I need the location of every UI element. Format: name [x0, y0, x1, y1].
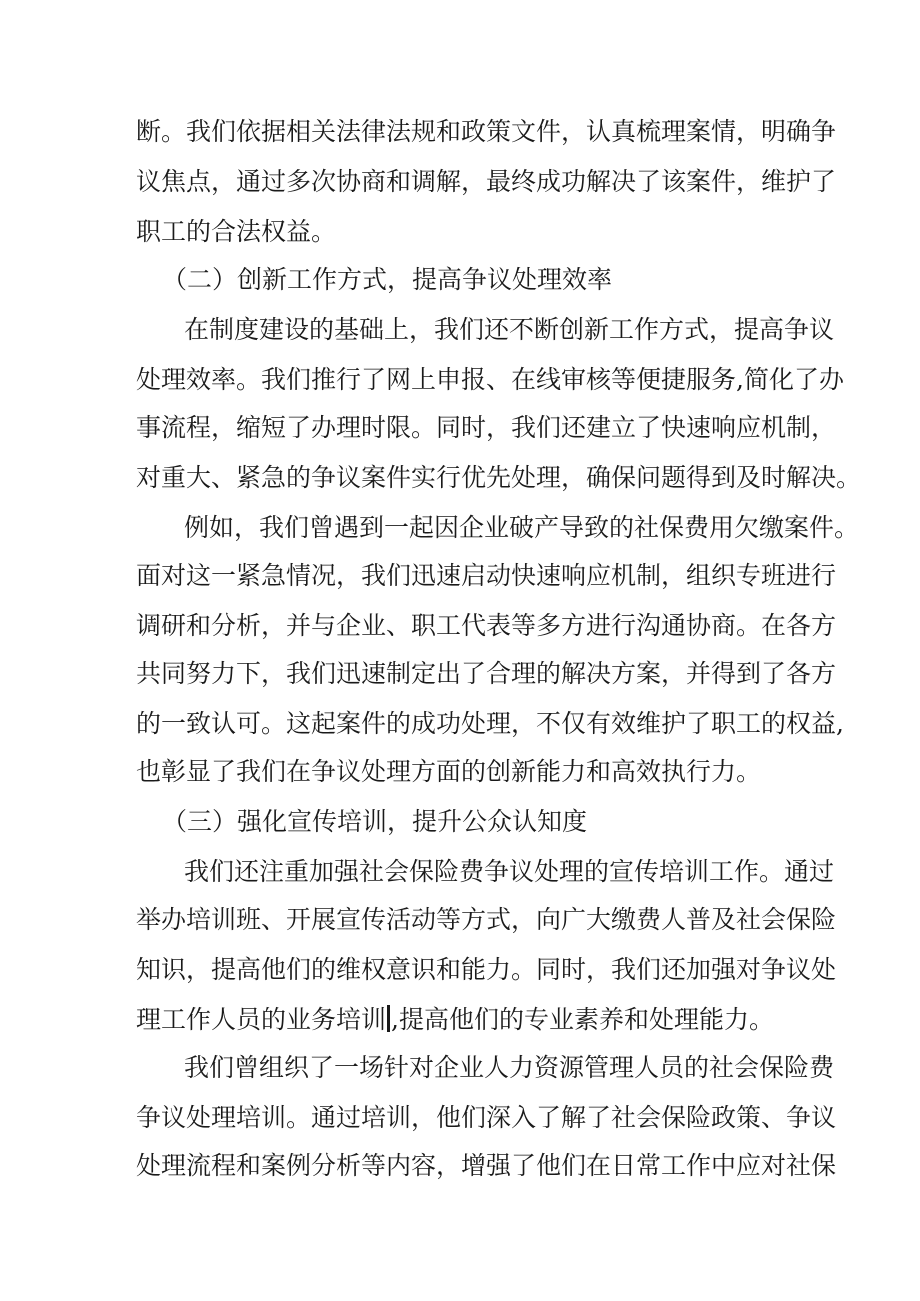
text-cursor [387, 1005, 390, 1032]
paragraph-line [0, 162, 920, 202]
text-line: 我们曾组织了一场针对企业人力资源管理人员的社会保险费 [184, 1053, 835, 1082]
text-line: 事流程，缩短了办理时限。同时，我们还建立了快速响应机制， [136, 413, 837, 442]
text-line: 共同努力下，我们迅速制定出了合理的解决方案，并得到了各方 [136, 659, 837, 688]
paragraph-line [0, 508, 920, 548]
text-segment: ,提高他们的专业素养和处理能力。 [391, 1005, 774, 1034]
text-line: 处理效率。我们推行了网上申报、在线审核等便捷服务,简化了办 [136, 365, 844, 394]
paragraph-line [0, 606, 920, 646]
paragraph-line [0, 752, 920, 792]
text-line: 职工的合法权益。 [136, 217, 337, 246]
text-line: 断。我们依据相关法律法规和政策文件，认真梳理案情，明确争 [136, 117, 837, 146]
paragraph-line [0, 1048, 920, 1088]
text-line: 的一致认可。这起案件的成功处理，不仅有效维护了职工的权益, [136, 709, 844, 738]
paragraph-line [0, 950, 920, 990]
text-segment: 理工作人员的业务培训 [136, 1005, 387, 1034]
paragraph-line [0, 1000, 920, 1040]
paragraph-line [0, 212, 920, 252]
paragraph-line [0, 852, 920, 892]
text-line: 知识，提高他们的维权意识和能力。同时，我们还加强对争议处 [136, 955, 837, 984]
paragraph-line [0, 900, 920, 940]
paragraph-line [0, 360, 920, 400]
paragraph-line [0, 310, 920, 350]
text-line: 调研和分析，并与企业、职工代表等多方进行沟通协商。在各方 [136, 611, 837, 640]
paragraph-line [0, 556, 920, 596]
paragraph-line [0, 654, 920, 694]
text-line: 争议处理培训。通过培训，他们深入了解了社会保险政策、争议 [136, 1103, 837, 1132]
section-heading [0, 260, 920, 300]
text-line: 例如，我们曾遇到一起因企业破产导致的社保费用欠缴案件。 [184, 513, 860, 542]
text-line: 对重大、紧急的争议案件实行优先处理，确保问题得到及时解决。 [136, 463, 862, 492]
paragraph-line [0, 408, 920, 448]
heading-text: （三）强化宣传培训，提升公众认知度 [162, 807, 588, 836]
heading-text: （二）创新工作方式，提高争议处理效率 [162, 265, 613, 294]
paragraph-line [0, 458, 920, 498]
paragraph-line [0, 704, 920, 744]
section-heading [0, 802, 920, 842]
paragraph-line [0, 1146, 920, 1186]
text-line: 也彰显了我们在争议处理方面的创新能力和高效执行力。 [136, 757, 762, 786]
text-line: 我们还注重加强社会保险费争议处理的宣传培训工作。通过 [184, 857, 835, 886]
paragraph-line [0, 1098, 920, 1138]
text-line: 处理流程和案例分析等内容，增强了他们在日常工作中应对社保 [136, 1151, 837, 1180]
text-line-with-cursor [136, 1000, 774, 1040]
text-line: 议焦点，通过多次协商和调解，最终成功解决了该案件，维护了 [136, 167, 837, 196]
text-line: 举办培训班、开展宣传活动等方式，向广大缴费人普及社会保险 [136, 905, 837, 934]
text-line: 面对这一紧急情况，我们迅速启动快速响应机制，组织专班进行 [136, 561, 837, 590]
text-line: 在制度建设的基础上，我们还不断创新工作方式，提高争议 [184, 315, 835, 344]
paragraph-line [0, 112, 920, 152]
